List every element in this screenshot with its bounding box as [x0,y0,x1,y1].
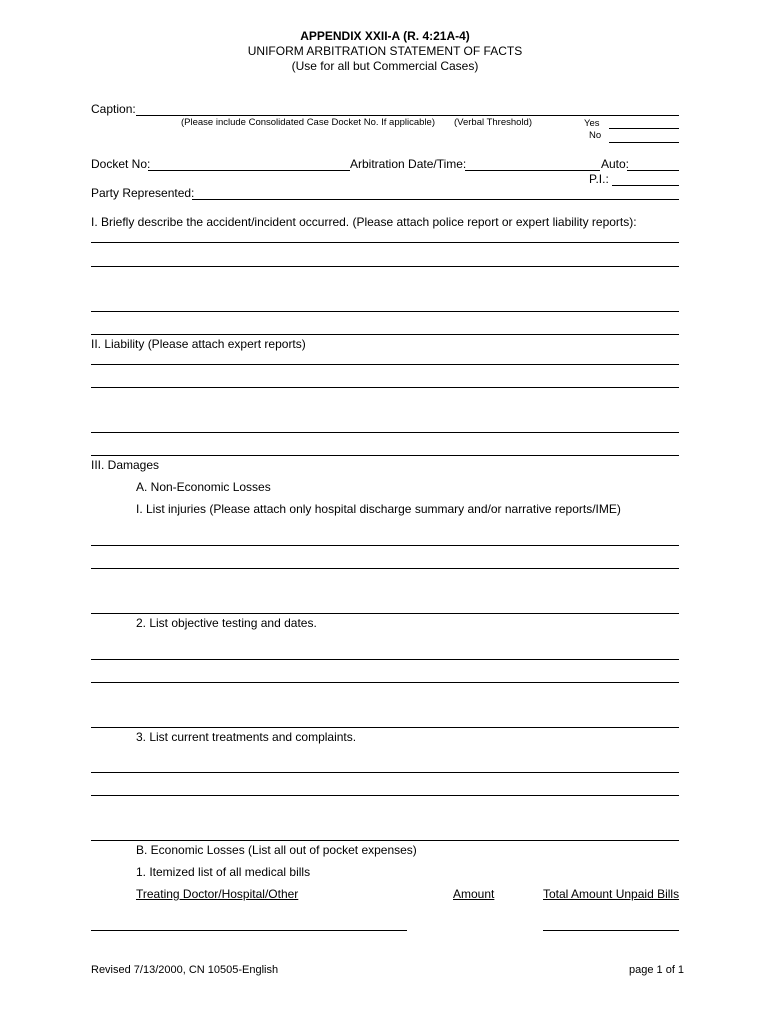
docket-field[interactable] [148,156,350,171]
auto-field[interactable] [627,156,679,171]
party-field[interactable] [192,185,679,200]
section2-line[interactable] [91,364,679,365]
injuries-label: I. List injuries (Please attach only hospital discharge summary and/or narrative reports/IME) [136,502,621,516]
form-subtitle: (Use for all but Commercial Cases) [291,59,479,73]
testing-label: 2. List objective testing and dates. [136,616,317,630]
pi-field[interactable] [612,171,679,186]
section1-line[interactable] [91,242,679,243]
arbitration-label: Arbitration Date/Time: [350,157,467,171]
page-number: page 1 of 1 [629,964,685,976]
section2-line[interactable] [91,387,679,388]
section1-label: I. Briefly describe the accident/incident occurred. (Please attach police report or expert liability reports): [91,215,637,229]
section1-line[interactable] [91,311,679,312]
injuries-line[interactable] [91,568,679,569]
caption-label: Caption: [91,102,136,116]
caption-field[interactable] [136,101,679,116]
caption-note: (Please include Consolidated Case Docket No. If applicable) [181,117,435,128]
docket-label: Docket No: [91,157,151,171]
section1-line[interactable] [91,334,679,335]
auto-label: Auto: [601,157,630,171]
section2-label: II. Liability (Please attach expert reports) [91,337,306,351]
amount-column-header: Amount [453,887,495,901]
total-unpaid-field[interactable] [543,930,679,931]
treating-column-header: Treating Doctor/Hospital/Other [136,887,299,901]
total-unpaid-column-header: Total Amount Unpaid Bills [543,887,680,901]
pi-label: P.I.: [589,172,609,186]
treatments-line[interactable] [91,772,679,773]
itemized-bills-label: 1. Itemized list of all medical bills [136,865,311,879]
party-label: Party Represented: [91,186,195,200]
treating-field[interactable] [91,930,407,931]
section2-line[interactable] [91,432,679,433]
testing-line[interactable] [91,682,679,683]
arbitration-field[interactable] [465,156,600,171]
injuries-line[interactable] [91,613,679,614]
no-field[interactable] [609,128,679,143]
section1-line[interactable] [91,266,679,267]
injuries-line[interactable] [91,545,679,546]
testing-line[interactable] [91,727,679,728]
no-label: No [589,130,602,141]
section3-label: III. Damages [91,458,160,472]
non-economic-label: A. Non-Economic Losses [136,480,271,494]
treatments-line[interactable] [91,795,679,796]
treatments-line[interactable] [91,840,679,841]
appendix-heading: APPENDIX XXII-A (R. 4:21A-4) [300,29,470,43]
treatments-label: 3. List current treatments and complaints. [136,730,357,744]
yes-field[interactable] [609,114,679,129]
economic-losses-label: B. Economic Losses (List all out of pocket expenses) [136,843,417,857]
yes-label: Yes [584,118,600,129]
verbal-threshold-label: (Verbal Threshold) [454,117,532,128]
form-title: UNIFORM ARBITRATION STATEMENT OF FACTS [247,44,523,58]
revision-note: Revised 7/13/2000, CN 10505-English [91,964,279,976]
testing-line[interactable] [91,659,679,660]
section2-line[interactable] [91,455,679,456]
